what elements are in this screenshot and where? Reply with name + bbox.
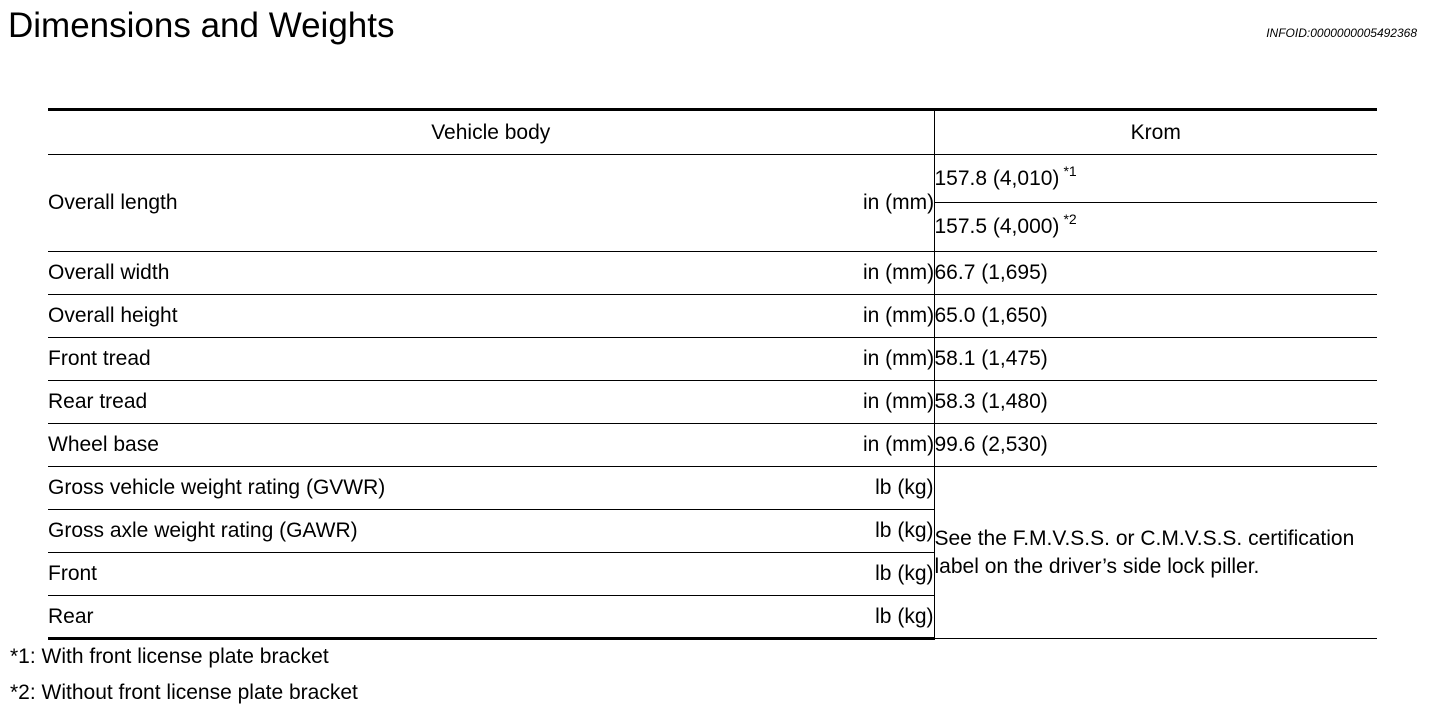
footnote-1: *1: With front license plate bracket	[10, 645, 329, 668]
row-unit: in (mm)	[863, 381, 934, 424]
row-unit: lb (kg)	[863, 596, 934, 639]
row-label: Overall width	[48, 252, 863, 295]
row-label: Rear	[48, 596, 863, 639]
row-unit: in (mm)	[863, 295, 934, 338]
header-krom: Krom	[934, 110, 1377, 155]
row-unit: lb (kg)	[863, 553, 934, 596]
certification-note: See the F.M.V.S.S. or C.M.V.S.S. certification label on the driver’s side lock piller.	[934, 467, 1377, 639]
row-label: Front tread	[48, 338, 863, 381]
row-unit: lb (kg)	[863, 467, 934, 510]
info-id: INFOID:0000000005492368	[1266, 26, 1417, 40]
row-unit: in (mm)	[863, 424, 934, 467]
page-title: Dimensions and Weights	[8, 6, 395, 45]
row-label: Front	[48, 553, 863, 596]
row-unit: lb (kg)	[863, 510, 934, 553]
footnote-ref: *2	[1063, 211, 1077, 227]
footnote-2: *2: Without front license plate bracket	[10, 681, 358, 704]
row-value: 66.7 (1,695)	[934, 252, 1377, 295]
row-value: 58.3 (1,480)	[934, 381, 1377, 424]
table-row	[48, 467, 1377, 510]
row-value: 99.6 (2,530)	[934, 424, 1377, 467]
row-label: Gross vehicle weight rating (GVWR)	[48, 467, 863, 510]
table-header-row	[48, 110, 1377, 155]
value-text: 157.8 (4,010)	[934, 166, 1060, 190]
row-value	[934, 203, 1377, 252]
row-unit: in (mm)	[863, 155, 934, 252]
table-row	[48, 252, 1377, 295]
table-row	[48, 155, 1377, 203]
row-label: Gross axle weight rating (GAWR)	[48, 510, 863, 553]
row-value: 65.0 (1,650)	[934, 295, 1377, 338]
row-value: 58.1 (1,475)	[934, 338, 1377, 381]
table-row	[48, 295, 1377, 338]
row-label: Rear tread	[48, 381, 863, 424]
table-row	[48, 381, 1377, 424]
row-value	[934, 155, 1377, 203]
table-row	[48, 424, 1377, 467]
footnote-ref: *1	[1063, 162, 1077, 179]
row-label: Wheel base	[48, 424, 863, 467]
row-unit: in (mm)	[863, 252, 934, 295]
row-unit: in (mm)	[863, 338, 934, 381]
row-label: Overall height	[48, 295, 863, 338]
dimensions-table	[48, 108, 1377, 640]
row-label: Overall length	[48, 155, 863, 252]
value-text: 157.5 (4,000)	[934, 215, 1060, 238]
table-row	[48, 338, 1377, 381]
header-vehicle-body: Vehicle body	[48, 110, 934, 155]
